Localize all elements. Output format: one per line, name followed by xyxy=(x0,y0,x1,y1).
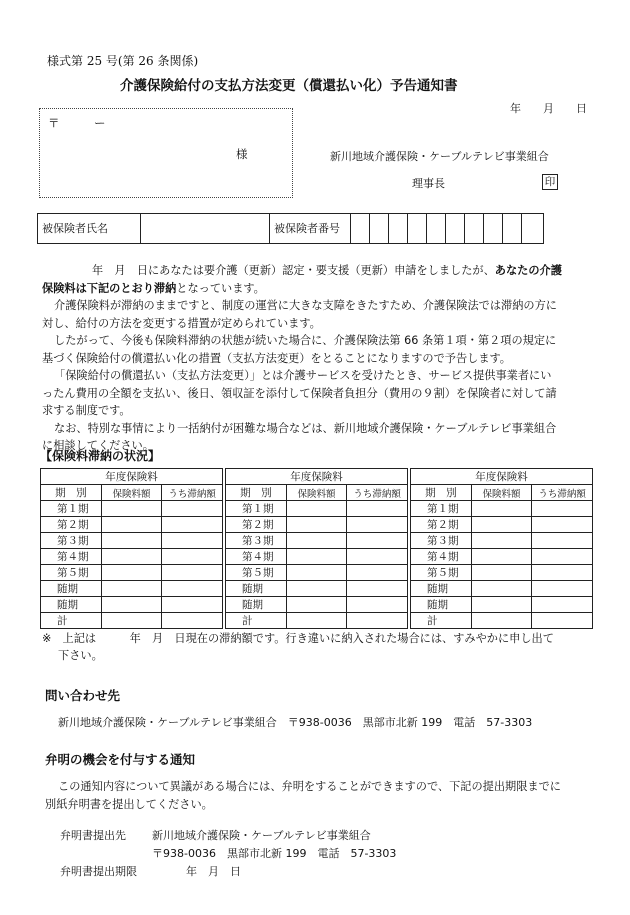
appeal-dest-label: 弁明書提出先 xyxy=(60,829,126,842)
appeal-heading: 弁明の機会を付与する通知 xyxy=(45,752,196,767)
appeal-text-1: この通知内容について異議がある場合には、弁明をすることができますので、下記の提出期限までに xyxy=(58,780,561,793)
notice-body xyxy=(42,262,590,455)
period-label: 随期 xyxy=(226,581,287,597)
table-row xyxy=(411,517,593,533)
table-row xyxy=(41,501,223,517)
body-p1-tail: となっています。 xyxy=(176,281,265,295)
period-label: 随期 xyxy=(41,581,102,597)
body-p1-lead: 年 月 日にあなたは要介護（更新）認定・要支援（更新）申請をしましたが、 xyxy=(92,264,495,277)
address-box xyxy=(39,108,293,198)
period-label: 随期 xyxy=(411,597,472,613)
table-row xyxy=(41,533,223,549)
year-header: 年度保険料 xyxy=(411,469,593,485)
col-arrears: うち滞納額 xyxy=(347,485,408,501)
insured-info-row xyxy=(37,213,544,244)
total-label: 計 xyxy=(226,613,287,629)
period-label: 随期 xyxy=(41,597,102,613)
table-row xyxy=(226,549,408,565)
period-label: 第３期 xyxy=(41,533,102,549)
table-row xyxy=(41,517,223,533)
table-row xyxy=(41,565,223,581)
page-title: 介護保険給付の支払方法変更（償還払い化）予告通知書 xyxy=(120,78,458,94)
col-period: 期 別 xyxy=(411,485,472,501)
period-label: 第２期 xyxy=(41,517,102,533)
col-premium: 保険料額 xyxy=(471,485,532,501)
body-p3a: したがって、今後も保険料滞納の状態が続いた場合に、介護保険法第 66 条第１項・第２項の規定に xyxy=(54,334,557,347)
body-p2b: 対し、給付の方法を変更する措置が定められています。 xyxy=(42,316,321,330)
seal-mark: 印 xyxy=(542,174,558,190)
table-row xyxy=(411,533,593,549)
appeal-dest-address: 〒938-0036 黒部市北新 199 電話 57-3303 xyxy=(152,847,397,860)
table-row xyxy=(226,597,408,613)
number-digit-box xyxy=(370,214,389,243)
table-row xyxy=(41,549,223,565)
year-header: 年度保険料 xyxy=(226,469,408,485)
period-label: 第５期 xyxy=(41,565,102,581)
period-label: 随期 xyxy=(226,597,287,613)
issuer-chief: 理事長 xyxy=(412,177,445,190)
note-line-1: ※ 上記は 年 月 日現在の滞納額です。行き違いに納入された場合には、すみやかに申し出て xyxy=(42,632,554,645)
appeal-deadline-label: 弁明書提出期限 xyxy=(60,865,137,878)
body-p1-bold2: 保険料は下記のとおり滞納 xyxy=(42,281,177,295)
number-digit-box xyxy=(465,214,484,243)
col-premium: 保険料額 xyxy=(101,485,162,501)
table-total-row xyxy=(226,613,408,629)
total-label: 計 xyxy=(411,613,472,629)
table-row xyxy=(411,565,593,581)
body-p4c: 求する制度です。 xyxy=(42,404,131,417)
body-p4b: ったん費用の全額を支払い、後日、領収証を添付して保険者負担分（費用の９割）を保険者に対して請 xyxy=(42,386,557,400)
number-digit-box xyxy=(484,214,503,243)
col-arrears: うち滞納額 xyxy=(532,485,593,501)
period-label: 第１期 xyxy=(411,501,472,517)
body-p2a: 介護保険料が滞納のままですと、制度の運営に大きな支障をきたすため、介護保険法では滞納の方に xyxy=(54,299,557,312)
table-row xyxy=(226,501,408,517)
period-label: 第４期 xyxy=(411,549,472,565)
form-number: 様式第 25 号(第 26 条関係) xyxy=(47,54,199,68)
table-total-row xyxy=(41,613,223,629)
table-row xyxy=(41,597,223,613)
period-label: 第３期 xyxy=(226,533,287,549)
number-digit-box xyxy=(503,214,522,243)
number-digit-box xyxy=(389,214,408,243)
period-label: 第４期 xyxy=(41,549,102,565)
issue-date: 年 月 日 xyxy=(510,102,587,115)
col-arrears: うち滞納額 xyxy=(162,485,223,501)
contact-line: 新川地域介護保険・ケーブルテレビ事業組合 〒938-0036 黒部市北新 199 電話 57-3303 xyxy=(58,716,533,729)
number-digit-box xyxy=(408,214,427,243)
table-row xyxy=(411,501,593,517)
period-label: 第４期 xyxy=(226,549,287,565)
status-heading: 【保険料滞納の状況】 xyxy=(40,449,161,463)
period-label: 随期 xyxy=(411,581,472,597)
appeal-text-2: 別紙弁明書を提出してください。 xyxy=(45,798,213,811)
table-row xyxy=(411,549,593,565)
body-p3b: 基づく保険給付の償還払い化の措置（支払方法変更）をとることになりますので予告します。 xyxy=(42,351,511,365)
body-p1-bold1: あなたの介護 xyxy=(494,264,562,277)
body-p5a: なお、特別な事情により一括納付が困難な場合などは、新川地域介護保険・ケーブルテレビ事業組合 xyxy=(54,421,557,435)
number-digit-box xyxy=(446,214,465,243)
year-header: 年度保険料 xyxy=(41,469,223,485)
period-label: 第３期 xyxy=(411,533,472,549)
number-digit-box xyxy=(522,214,542,243)
appeal-deadline-value: 年 月 日 xyxy=(186,865,241,878)
insured-name-label: 被保険者氏名 xyxy=(42,222,108,235)
table-row xyxy=(41,581,223,597)
body-p4a: 「保険給付の償還払い（支払方法変更）」とは介護サービスを受けたとき、サービス提供事業者にい xyxy=(54,369,552,382)
arrears-table-2 xyxy=(225,468,408,629)
period-label: 第５期 xyxy=(226,565,287,581)
table-row xyxy=(411,581,593,597)
number-digit-box xyxy=(427,214,446,243)
col-period: 期 別 xyxy=(41,485,102,501)
arrears-table-3 xyxy=(410,468,593,629)
arrears-table-1 xyxy=(40,468,223,629)
table-row xyxy=(411,597,593,613)
postal-code-mark: 〒 ー xyxy=(48,116,106,130)
period-label: 第１期 xyxy=(41,501,102,517)
period-label: 第５期 xyxy=(411,565,472,581)
table-row xyxy=(226,533,408,549)
col-premium: 保険料額 xyxy=(286,485,347,501)
insured-number-label: 被保険者番号 xyxy=(274,222,340,235)
arrears-note xyxy=(42,630,592,664)
appeal-dest-org: 新川地域介護保険・ケーブルテレビ事業組合 xyxy=(152,829,371,842)
table-row xyxy=(226,565,408,581)
note-line-2: 下さい。 xyxy=(58,649,103,662)
total-label: 計 xyxy=(41,613,102,629)
period-label: 第２期 xyxy=(226,517,287,533)
body-p5b: に相談してください。 xyxy=(42,439,154,452)
period-label: 第２期 xyxy=(411,517,472,533)
period-label: 第１期 xyxy=(226,501,287,517)
col-period: 期 別 xyxy=(226,485,287,501)
insured-name-field xyxy=(141,214,270,243)
contact-heading: 問い合わせ先 xyxy=(45,688,121,703)
table-total-row xyxy=(411,613,593,629)
honorific-sama: 様 xyxy=(236,147,248,161)
number-digit-box xyxy=(351,214,370,243)
issuer-org: 新川地域介護保険・ケーブルテレビ事業組合 xyxy=(330,150,549,163)
table-row xyxy=(226,581,408,597)
table-row xyxy=(226,517,408,533)
